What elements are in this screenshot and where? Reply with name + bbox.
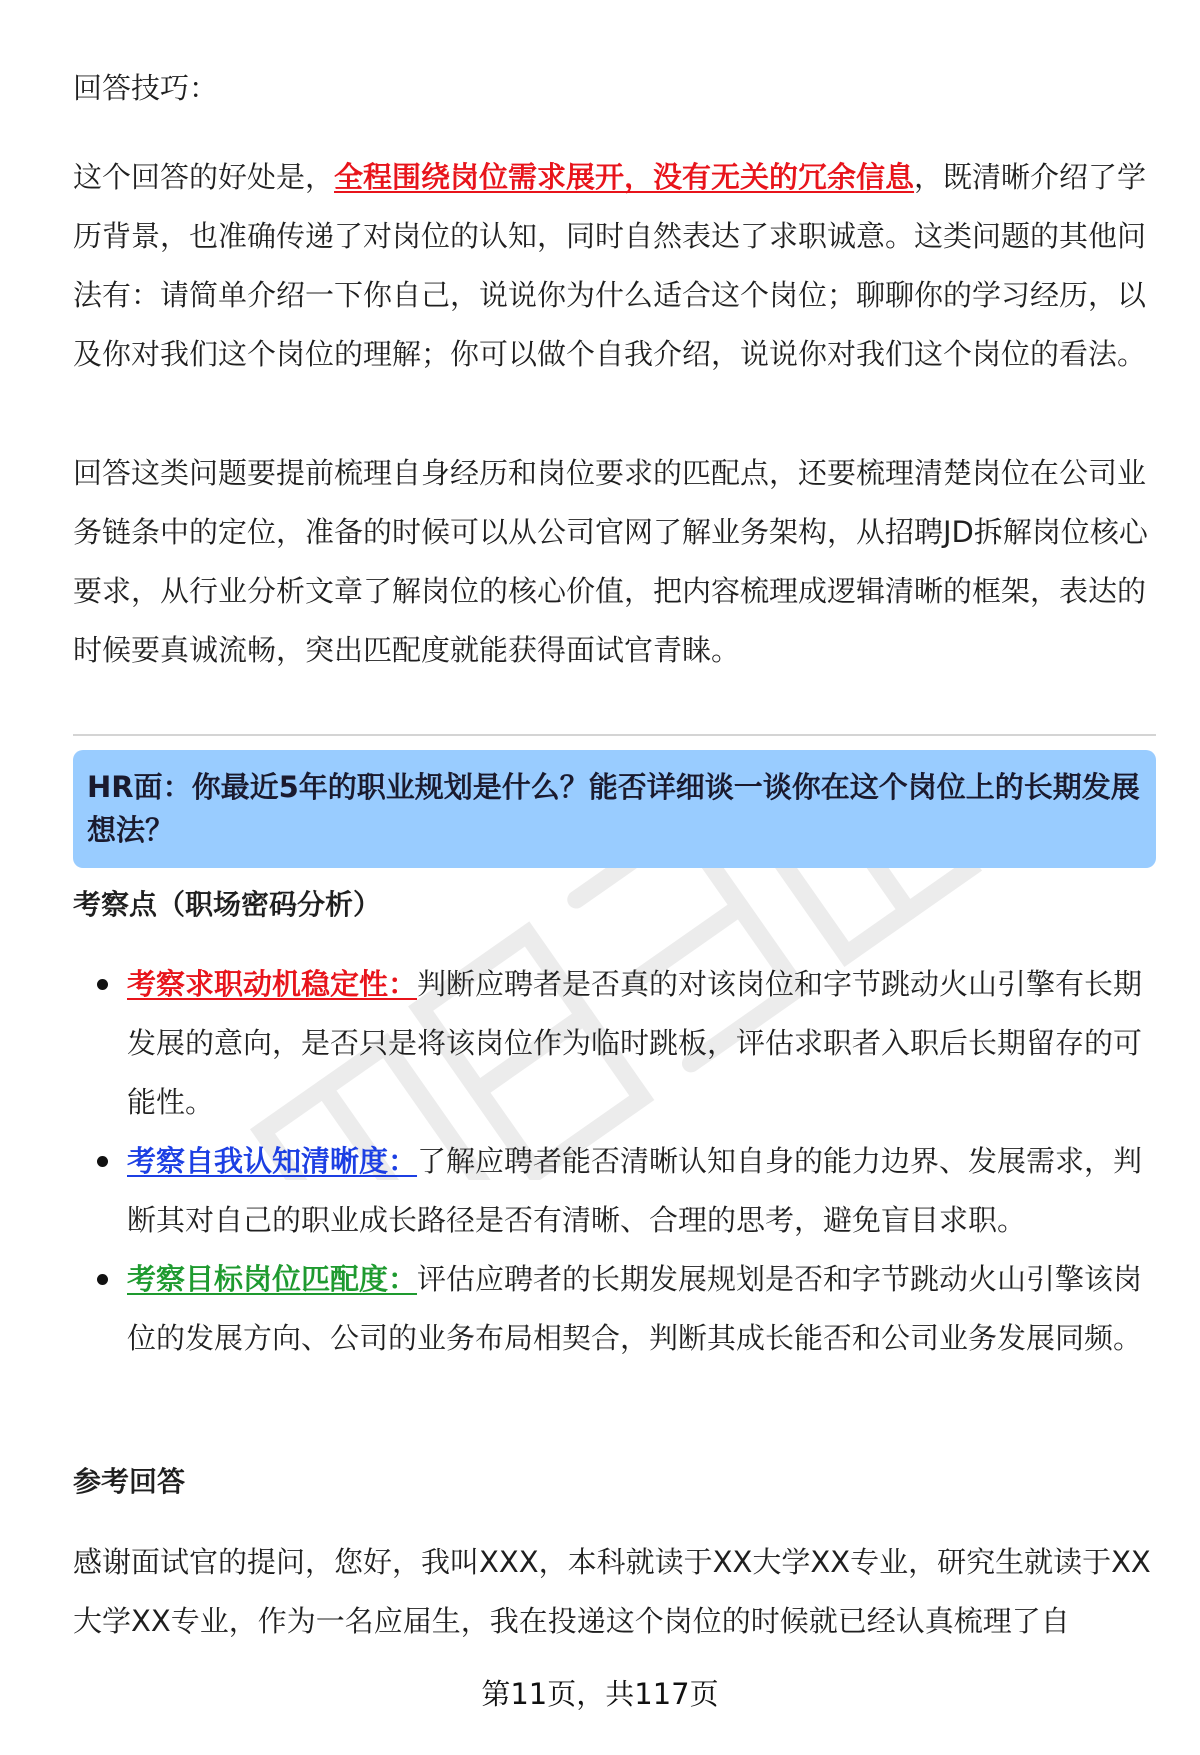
answer-tips-label: 回答技巧： bbox=[73, 71, 219, 105]
point-text: 判断应聘者是否真的对该岗位和字节跳动火山引擎有长期发展的意向，是否只是将该岗位作为临时跳板，评估求职者入职后长期留存的可能性。 bbox=[127, 967, 1143, 1119]
bullet-icon bbox=[97, 1156, 108, 1167]
section-divider bbox=[73, 734, 1156, 736]
point-label: 考察目标岗位匹配度： bbox=[127, 1262, 418, 1296]
answer-tip-prefix: 这个回答的好处是， bbox=[73, 160, 335, 194]
answer-tip-paragraph bbox=[73, 148, 1156, 384]
reference-answer: 感谢面试官的提问，您好，我叫XXX，本科就读于XX大学XX专业，研究生就读于XX大学XX专业，作为一名应届生，我在投递这个岗位的时候就已经认真梳理了自 bbox=[73, 1545, 1151, 1638]
page-footer: 第11页，共117页 bbox=[481, 1677, 719, 1711]
bullet-icon bbox=[97, 1274, 108, 1285]
list-item bbox=[73, 955, 1156, 1132]
point-label: 考察自我认知清晰度： bbox=[127, 1144, 418, 1178]
list-item bbox=[73, 1250, 1156, 1368]
answer-tip-suffix: ，既清晰介绍了学历背景，也准确传递了对岗位的认知，同时自然表达了求职诚意。这类问题的其他问法有：请简单介绍一下你自己，说说你为什么适合这个岗位；聊聊你的学习经历，以及你对我们这个岗位的理解；你可以做个自我介绍，说说你对我们这个岗位的看法。 bbox=[73, 160, 1147, 371]
point-label: 考察求职动机稳定性： bbox=[127, 967, 418, 1001]
list-item bbox=[73, 1132, 1156, 1250]
point-text: 了解应聘者能否清晰认知自身的能力边界、发展需求，判断其对自己的职业成长路径是否有清晰、合理的思考，避免盲目求职。 bbox=[127, 1144, 1143, 1237]
point-text: 评估应聘者的长期发展规划是否和字节跳动火山引擎该岗位的发展方向、公司的业务布局相契合，判断其成长能否和公司业务发展同频。 bbox=[127, 1262, 1143, 1355]
assessment-points-list bbox=[73, 955, 1156, 1368]
answer-tip-highlight: 全程围绕岗位需求展开，没有无关的冗余信息 bbox=[334, 160, 915, 194]
answer-tip-paragraph-2: 回答这类问题要提前梳理自身经历和岗位要求的匹配点，还要梳理清楚岗位在公司业务链条中的定位，准备的时候可以从公司官网了解业务架构，从招聘JD拆解岗位核心要求，从行业分析文章了解岗位的核心价值，把内容梳理成逻辑清晰的框架，表达的时候要真诚流畅，突出匹配度就能获得面试官青睐。 bbox=[73, 456, 1148, 667]
section-title-assessment: 考察点（职场密码分析） bbox=[73, 888, 382, 921]
section-title-reference: 参考回答 bbox=[73, 1465, 186, 1498]
bullet-icon bbox=[97, 979, 108, 990]
question-box bbox=[73, 750, 1156, 868]
interview-question: HR面：你最近5年的职业规划是什么？能否详细谈一谈你在这个岗位上的长期发展想法？ bbox=[87, 770, 1140, 847]
